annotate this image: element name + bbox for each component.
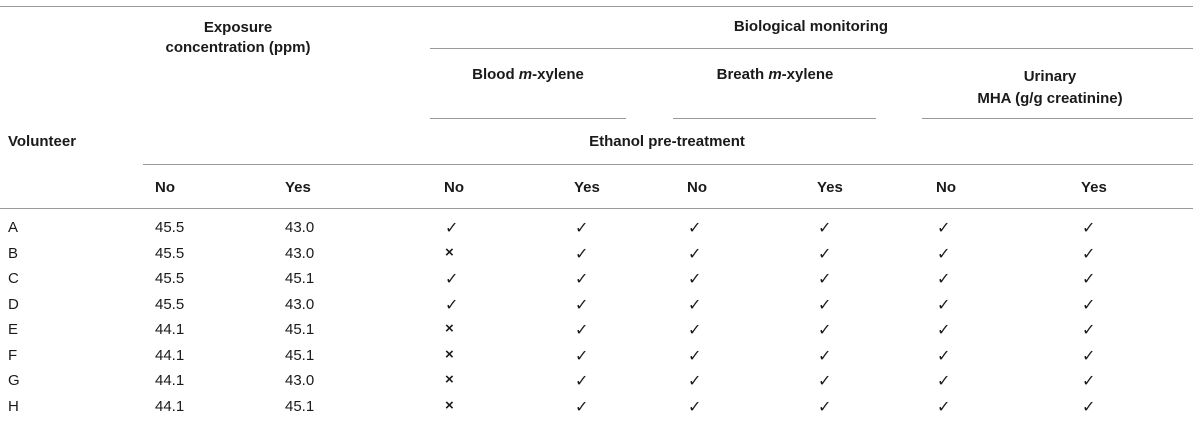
urinary-no-check-icon: ✓: [937, 347, 951, 365]
breath-no-check-icon: ✓: [688, 296, 702, 314]
exposure-yes-cell: 45.1: [285, 346, 315, 364]
volunteer-cell: F: [8, 346, 18, 364]
volunteer-cell: C: [8, 270, 19, 287]
blood-yes-check-icon: ✓: [575, 245, 589, 263]
exposure-yes-cell: 43.0: [285, 244, 315, 262]
breath-no-check-icon: ✓: [688, 373, 702, 390]
volunteer-cell: G: [8, 372, 20, 389]
exposure-header-line2: concentration (ppm): [165, 39, 311, 56]
breath-no-check-icon: ✓: [688, 271, 702, 288]
ethanol-rule: [143, 164, 1193, 165]
exposure-yes-cell: 45.1: [285, 397, 315, 415]
urinary-yes-check-icon: ✓: [1082, 271, 1096, 288]
urinary-yes-check-icon: ✓: [1082, 322, 1096, 339]
blood-no-cross-icon: ×: [445, 371, 454, 388]
urinary-no-check-icon: ✓: [937, 296, 951, 314]
urinary-no-check-icon: ✓: [937, 220, 951, 237]
blood-no-check-icon: ✓: [445, 220, 459, 237]
urinary-yes-check-icon: ✓: [1082, 347, 1096, 365]
blood-yes-check-icon: ✓: [575, 296, 589, 314]
subheader-exposure-no: No: [155, 179, 175, 196]
urinary-rule: [922, 118, 1193, 119]
biological-monitoring-header: Biological monitoring: [733, 18, 889, 35]
exposure-no-cell: 44.1: [155, 321, 185, 338]
urinary-yes-check-icon: ✓: [1082, 245, 1096, 263]
breath-yes-check-icon: ✓: [818, 322, 832, 339]
breath-yes-check-icon: ✓: [818, 271, 832, 288]
breath-header: Breath m-xylene: [716, 66, 834, 83]
volunteer-cell: B: [8, 244, 19, 262]
ethanol-header: Ethanol pre-treatment: [589, 133, 745, 150]
subheader-blood-no: No: [444, 179, 464, 196]
urinary-yes-check-icon: ✓: [1082, 220, 1096, 237]
blood-header: Blood m-xylene: [472, 66, 584, 83]
exposure-no-cell: 45.5: [155, 295, 185, 313]
blood-no-cross-icon: ×: [445, 345, 454, 363]
breath-yes-check-icon: ✓: [818, 296, 832, 314]
blood-no-check-icon: ✓: [445, 296, 459, 314]
exposure-header: [166, 18, 311, 58]
urinary-no-check-icon: ✓: [937, 245, 951, 263]
blood-yes-check-icon: ✓: [575, 347, 589, 365]
breath-rule: [673, 118, 876, 119]
urinary-yes-check-icon: ✓: [1082, 296, 1096, 314]
breath-yes-check-icon: ✓: [818, 220, 832, 237]
exposure-header-line1: Exposure: [203, 19, 273, 36]
exposure-no-cell: 44.1: [155, 397, 185, 415]
breath-no-check-icon: ✓: [688, 322, 702, 339]
breath-yes-check-icon: ✓: [818, 245, 832, 263]
subheader-urinary-yes: Yes: [1081, 179, 1107, 196]
blood-yes-check-icon: ✓: [575, 373, 589, 390]
breath-no-check-icon: ✓: [688, 220, 702, 237]
subheader-exposure-yes: Yes: [285, 179, 311, 196]
breath-no-check-icon: ✓: [688, 398, 702, 416]
exposure-yes-cell: 45.1: [285, 270, 315, 287]
urinary-header: [977, 66, 1122, 110]
volunteer-cell: E: [8, 321, 19, 338]
volunteer-cell: H: [8, 397, 19, 415]
breath-no-check-icon: ✓: [688, 347, 702, 365]
urinary-no-check-icon: ✓: [937, 271, 951, 288]
urinary-no-check-icon: ✓: [937, 322, 951, 339]
volunteer-cell: D: [8, 295, 19, 313]
urinary-header-line2: MHA (g/g creatinine): [977, 90, 1123, 107]
blood-yes-check-icon: ✓: [575, 271, 589, 288]
urinary-header-line1: Urinary: [1023, 68, 1077, 85]
top-rule: [0, 6, 1193, 7]
blood-no-cross-icon: ×: [445, 320, 454, 337]
urinary-no-check-icon: ✓: [937, 373, 951, 390]
subheader-urinary-no: No: [936, 179, 956, 196]
breath-yes-check-icon: ✓: [818, 347, 832, 365]
blood-yes-check-icon: ✓: [575, 322, 589, 339]
breath-yes-check-icon: ✓: [818, 373, 832, 390]
exposure-no-cell: 45.5: [155, 270, 185, 287]
subheader-breath-no: No: [687, 179, 707, 196]
exposure-yes-cell: 43.0: [285, 219, 315, 236]
volunteer-header: Volunteer: [8, 133, 77, 150]
exposure-no-cell: 44.1: [155, 346, 185, 364]
subheader-breath-yes: Yes: [817, 179, 843, 196]
exposure-yes-cell: 43.0: [285, 295, 315, 313]
urinary-no-check-icon: ✓: [937, 398, 951, 416]
blood-no-cross-icon: ×: [445, 396, 454, 414]
biological-monitoring-rule: [430, 48, 1193, 49]
blood-yes-check-icon: ✓: [575, 398, 589, 416]
header-bottom-rule: [0, 208, 1193, 209]
breath-no-check-icon: ✓: [688, 245, 702, 263]
breath-yes-check-icon: ✓: [818, 398, 832, 416]
urinary-yes-check-icon: ✓: [1082, 373, 1096, 390]
exposure-no-cell: 45.5: [155, 244, 185, 262]
subheader-blood-yes: Yes: [574, 179, 600, 196]
blood-yes-check-icon: ✓: [575, 220, 589, 237]
exposure-no-cell: 44.1: [155, 372, 185, 389]
blood-no-check-icon: ✓: [445, 271, 459, 288]
exposure-yes-cell: 45.1: [285, 321, 315, 338]
blood-no-cross-icon: ×: [445, 243, 454, 261]
urinary-yes-check-icon: ✓: [1082, 398, 1096, 416]
blood-rule: [430, 118, 626, 119]
exposure-yes-cell: 43.0: [285, 372, 315, 389]
exposure-no-cell: 45.5: [155, 219, 185, 236]
volunteer-cell: A: [8, 219, 19, 236]
